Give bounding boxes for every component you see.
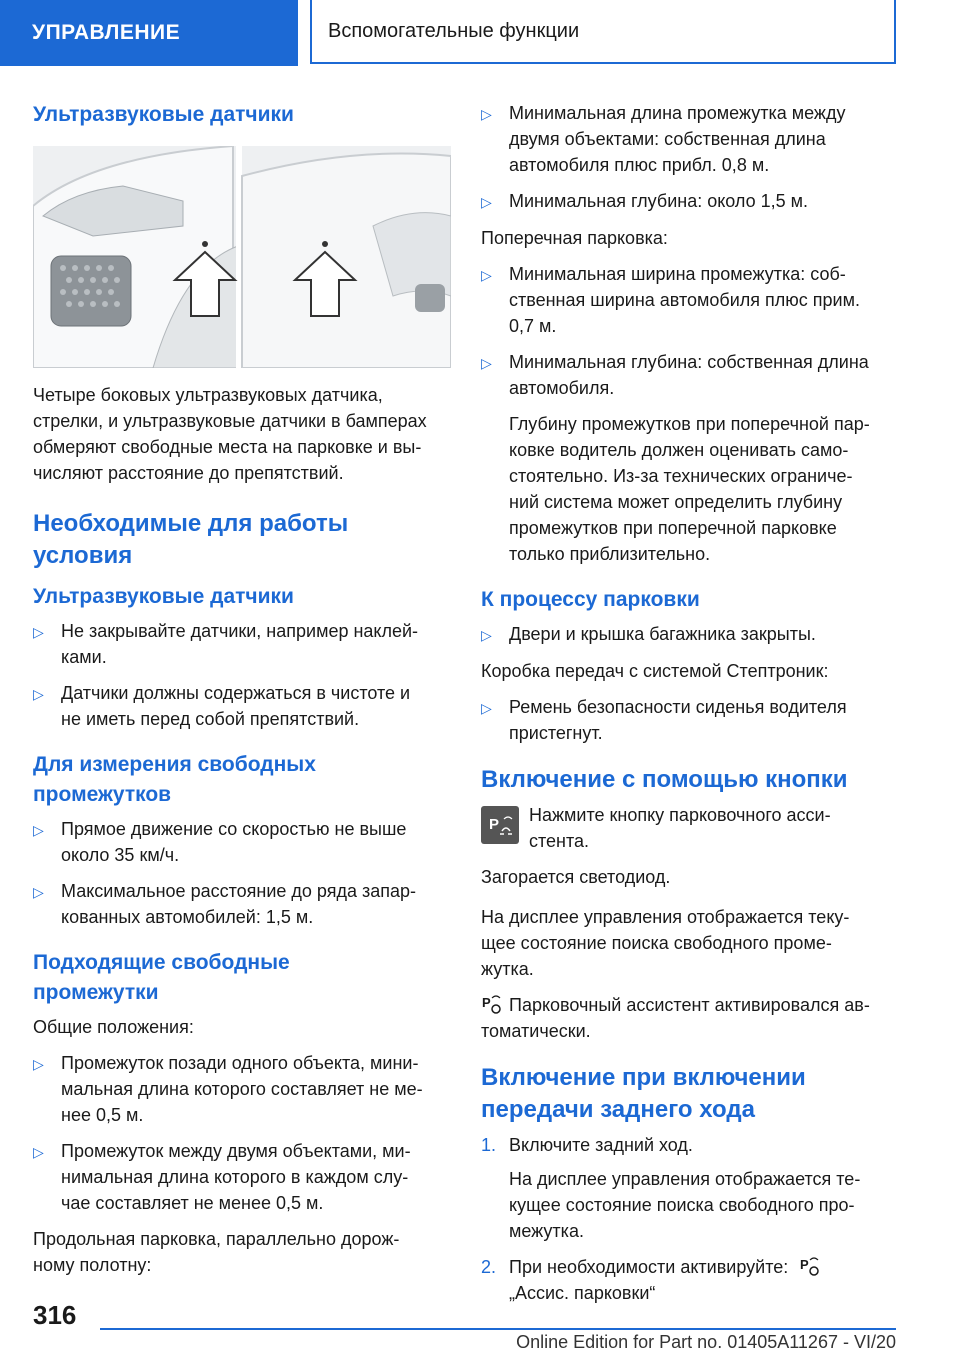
bullet-text: Прямое движение со скоростью не выше — [61, 819, 407, 839]
longitudinal-label: ному полотну: — [33, 1255, 152, 1275]
triangle-right-icon: ▷ — [33, 1056, 44, 1072]
car-bumper-illustration — [33, 146, 451, 368]
step-item — [481, 1254, 897, 1306]
list-item — [481, 694, 897, 746]
parking-assistant-icon — [799, 1255, 821, 1277]
footer-divider — [100, 1328, 896, 1330]
step-number: 1. — [481, 1135, 497, 1155]
button-instruction — [481, 802, 897, 854]
heading-ultrasonic-sensors-2: Ультразвуковые датчики — [33, 585, 294, 608]
heading-line: передачи заднего хода — [481, 1096, 755, 1123]
list-item — [481, 100, 897, 178]
triangle-right-icon: ▷ — [33, 624, 44, 640]
triangle-right-icon: ▷ — [481, 194, 492, 210]
bullet-text: автомобиля. — [509, 378, 615, 398]
heading-line: Для измерения свободных — [33, 753, 316, 776]
auto-line: томатически. — [481, 1021, 591, 1041]
display-line: щее состояние поиска свободного проме- — [481, 933, 832, 953]
triangle-right-icon: ▷ — [33, 822, 44, 838]
page-number: 316 — [33, 1300, 77, 1330]
step-text: Включите задний ход. — [509, 1135, 693, 1155]
step-sub: кущее состояние поиска свободного про- — [509, 1195, 855, 1215]
bullet-text: не иметь перед собой препятствий. — [61, 709, 360, 729]
general-label: Общие положения: — [33, 1017, 194, 1037]
bullet-text: Ремень безопасности сиденья водителя — [509, 697, 847, 717]
caption-line: обмеряют свободные места на парковке и вы- — [33, 437, 422, 457]
caption-line: Четыре боковых ультразвуковых датчика, — [33, 385, 383, 405]
bullet-text: нимальная длина которого в каждом слу- — [61, 1167, 409, 1187]
right-column — [481, 100, 897, 1306]
bullet-text: Двери и крышка багажника закрыты. — [509, 624, 816, 644]
heading-line: Необходимые для работы — [33, 510, 349, 537]
heading-suitable-gaps — [33, 948, 451, 1008]
list-item — [33, 878, 451, 930]
bullet-text: автомобиля плюс прибл. 0,8 м. — [509, 155, 770, 175]
list-item — [481, 349, 897, 401]
heading-line: Включение при включении — [481, 1064, 806, 1091]
page-header — [0, 0, 960, 66]
bullet-text: двумя объектами: собственная длина — [509, 129, 826, 149]
note-line: ковке водитель должен оценивать само- — [509, 440, 849, 460]
parking-assistant-icon — [481, 993, 503, 1015]
heading-parking-process: К процессу парковки — [481, 588, 700, 611]
bullet-text: чае составляет не менее 0,5 м. — [61, 1193, 324, 1213]
bullet-text: около 35 км/ч. — [61, 845, 180, 865]
heading-line: промежутков — [33, 783, 172, 806]
bullet-text: Минимальная глубина: собственная длина — [509, 352, 869, 372]
list-item — [481, 188, 897, 215]
step-text-line: При необходимости активируйте: — [509, 1257, 789, 1277]
note-line: промежутков при поперечной парковке — [509, 518, 837, 538]
list-item — [33, 1050, 451, 1128]
heading-conditions — [33, 508, 451, 572]
bullet-text: Промежуток позади одного объекта, мини- — [61, 1053, 419, 1073]
triangle-right-icon: ▷ — [481, 267, 492, 283]
bullet-text: ками. — [61, 647, 107, 667]
transverse-label: Поперечная парковка: — [481, 228, 668, 248]
triangle-right-icon: ▷ — [481, 106, 492, 122]
svg-text:P: P — [489, 816, 500, 833]
parking-assistant-button-icon — [481, 806, 519, 844]
triangle-right-icon: ▷ — [33, 1144, 44, 1160]
triangle-right-icon: ▷ — [33, 686, 44, 702]
bullet-text: Максимальное расстояние до ряда запар- — [61, 881, 417, 901]
heading-button-activation: Включение с помощью кнопки — [481, 766, 848, 793]
auto-activation-text — [481, 992, 897, 1018]
triangle-right-icon: ▷ — [481, 627, 492, 643]
triangle-right-icon: ▷ — [481, 355, 492, 371]
list-item — [33, 1138, 451, 1216]
instruction-line: стента. — [529, 831, 590, 851]
step-sub: межутка. — [509, 1221, 584, 1241]
display-line: жутка. — [481, 959, 534, 979]
note-line: ний система может определить глубину — [509, 492, 843, 512]
note-line: стоятельно. Из-за технических ограниче- — [509, 466, 853, 486]
bullet-text: Промежуток между двумя объектами, ми- — [61, 1141, 411, 1161]
transverse-note — [481, 411, 897, 567]
bullet-text: Минимальная ширина промежутка: соб- — [509, 264, 846, 284]
bullet-text: Не закрывайте датчики, например наклей- — [61, 621, 419, 641]
heading-line: Подходящие свободные — [33, 951, 290, 974]
bullet-text: 0,7 м. — [509, 316, 557, 336]
section-tab: УПРАВЛЕНИЕ — [0, 0, 298, 66]
instruction-line: Нажмите кнопку парковочного асси- — [529, 805, 831, 825]
bullet-text: ственная ширина автомобиля плюс прим. — [509, 290, 860, 310]
triangle-right-icon: ▷ — [33, 884, 44, 900]
left-column — [33, 100, 451, 1278]
step-sub: На дисплее управления отображается те- — [509, 1169, 861, 1189]
note-line: Глубину промежутков при поперечной пар- — [509, 414, 870, 434]
caption-line: стрелки, и ультразвуковые датчики в бамперах — [33, 411, 427, 431]
list-item — [481, 261, 897, 339]
heading-line: условия — [33, 542, 133, 569]
triangle-right-icon: ▷ — [481, 700, 492, 716]
svg-text:P: P — [482, 995, 491, 1010]
auto-line: Парковочный ассистент активировался ав- — [509, 995, 870, 1015]
heading-measure-gaps — [33, 750, 451, 810]
bullet-text: кованных автомобилей: 1,5 м. — [61, 907, 314, 927]
longitudinal-label: Продольная парковка, параллельно дорож- — [33, 1229, 400, 1249]
display-line: На дисплее управления отображается теку- — [481, 907, 850, 927]
bullet-text: мальная длина которого составляет не ме- — [61, 1079, 423, 1099]
bullet-text: пристегнут. — [509, 723, 603, 743]
photo-caption — [33, 382, 451, 486]
heading-reverse-activation — [481, 1062, 897, 1126]
list-item — [33, 618, 451, 670]
bullet-text: нее 0,5 м. — [61, 1105, 144, 1125]
caption-line: числяют расстояние до препятствий. — [33, 463, 344, 483]
bullet-text: Минимальная глубина: около 1,5 м. — [509, 191, 809, 211]
step-text — [509, 1254, 827, 1280]
chapter-tab: Вспомогательные функции — [310, 0, 896, 64]
bullet-text: Датчики должны содержаться в чистоте и — [61, 683, 411, 703]
svg-text:P: P — [800, 1257, 809, 1272]
step-item — [481, 1132, 897, 1244]
step-sub: „Ассис. парковки“ — [509, 1283, 656, 1303]
gearbox-label: Коробка передач с системой Стептроник: — [481, 661, 829, 681]
footer-edition: Online Edition for Part no. 01405A11267 - VI/20 — [516, 1332, 896, 1352]
led-text: Загорается светодиод. — [481, 867, 671, 887]
list-item — [33, 816, 451, 868]
list-item — [33, 680, 451, 732]
note-line: только приблизительно. — [509, 544, 711, 564]
heading-line: промежутки — [33, 981, 159, 1004]
heading-ultrasonic-sensors: Ультразвуковые датчики — [33, 103, 294, 126]
bullet-text: Минимальная длина промежутка между — [509, 103, 846, 123]
list-item — [481, 621, 897, 648]
step-number: 2. — [481, 1257, 497, 1277]
car-sensors-photo — [33, 146, 451, 368]
